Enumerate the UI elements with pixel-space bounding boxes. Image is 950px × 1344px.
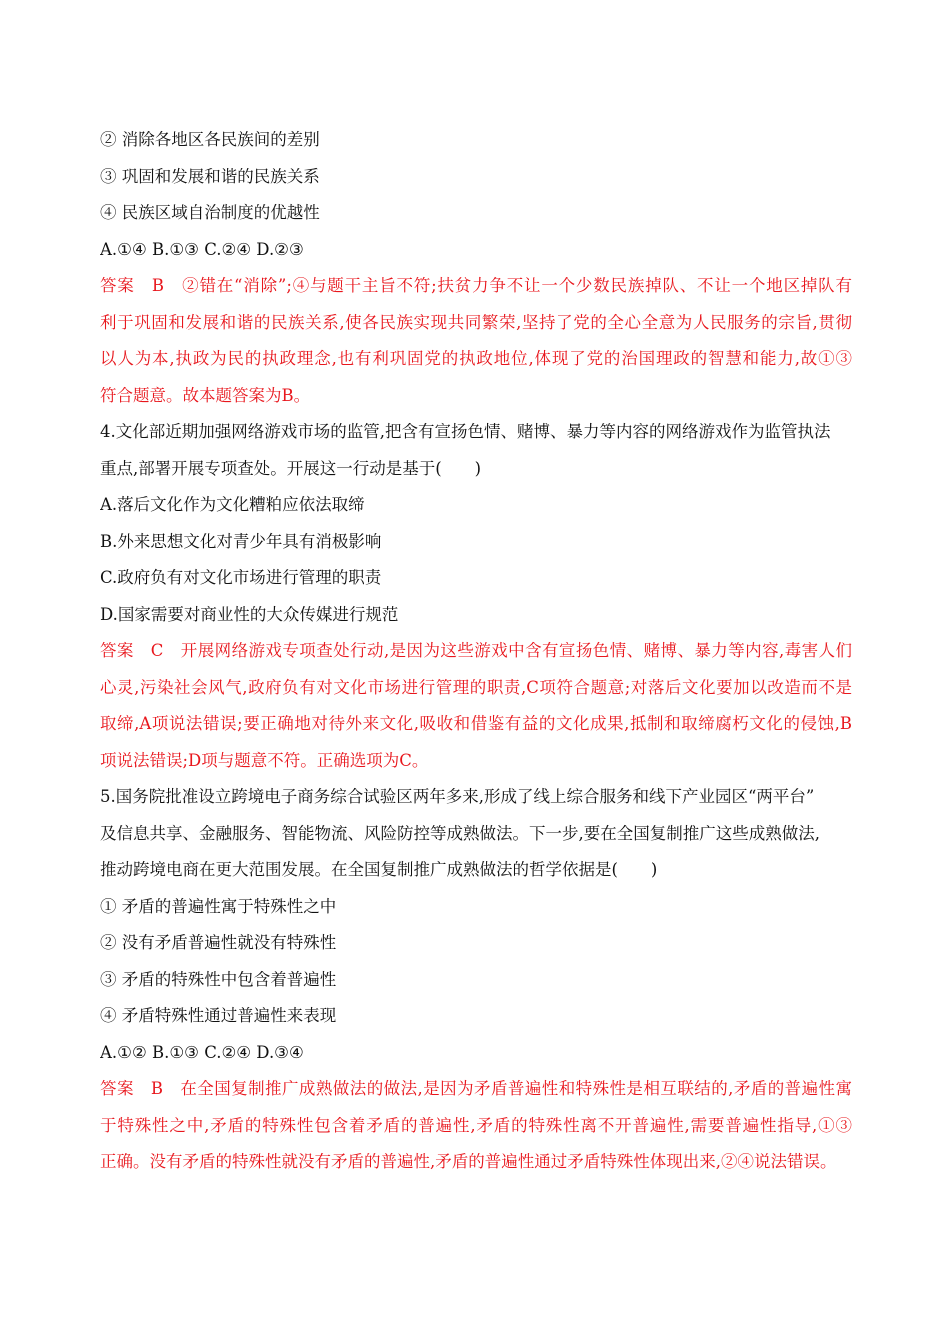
stem-line: 及信息共享、金融服务、智能物流、风险防控等成熟做法。下一步,要在全国复制推广这些成熟做法, <box>100 823 820 843</box>
option-line: B.外来思想文化对青少年具有消极影响 <box>100 531 382 551</box>
answer-line: 项说法错误;D项与题意不符。正确选项为C。 <box>100 750 429 770</box>
question-4-options <box>100 487 852 633</box>
answer-line: 答案 C 开展网络游戏专项查处行动,是因为这些游戏中含有宣扬色情、赌博、暴力等内容,毒害人们 <box>100 641 852 660</box>
answer-line: 符合题意。故本题答案为B。 <box>100 385 311 405</box>
question-4-answer <box>100 633 852 779</box>
choices-line: A.①④ B.①③ C.②④ D.②③ <box>100 239 304 259</box>
option-line: ③ 巩固和发展和谐的民族关系 <box>100 166 320 186</box>
stem-line: 推动跨境电商在更大范围发展。在全国复制推广成熟做法的哲学依据是( ) <box>100 860 658 879</box>
option-line: ④ 民族区域自治制度的优越性 <box>100 203 320 222</box>
answer-line: 答案 B ②错在“消除”;④与题干主旨不符;扶贫力争不让一个少数民族掉队、不让一个地区掉队有 <box>100 276 852 295</box>
answer-line: 心灵,污染社会风气,政府负有对文化市场进行管理的职责,C项符合题意;对落后文化要加以改造而不是 <box>100 677 852 697</box>
stem-line: 5.国务院批准设立跨境电子商务综合试验区两年多来,形成了线上综合服务和线下产业园区“两平台” <box>100 787 815 806</box>
question-3-answer <box>100 268 852 414</box>
answer-line: 以人为本,执政为民的执政理念,也有利巩固党的执政地位,体现了党的治国理政的智慧和能力,故①③ <box>100 349 852 368</box>
choices-line: A.①② B.①③ C.②④ D.③④ <box>100 1042 304 1062</box>
question-4-stem <box>100 414 852 487</box>
document-content <box>100 122 852 1181</box>
answer-line: 答案 B 在全国复制推广成熟做法的做法,是因为矛盾普遍性和特殊性是相互联结的,矛盾的普遍性寓 <box>100 1079 852 1098</box>
option-line: ② 没有矛盾普遍性就没有特殊性 <box>100 933 337 952</box>
option-line: C.政府负有对文化市场进行管理的职责 <box>100 568 382 587</box>
option-line: D.国家需要对商业性的大众传媒进行规范 <box>100 604 399 624</box>
option-line: ③ 矛盾的特殊性中包含着普遍性 <box>100 969 337 989</box>
option-line: ① 矛盾的普遍性寓于特殊性之中 <box>100 896 337 916</box>
question-5-options <box>100 889 852 1072</box>
stem-line: 4.文化部近期加强网络游戏市场的监管,把含有宣扬色情、赌博、暴力等内容的网络游戏作为监管执法 <box>100 422 831 441</box>
answer-line: 利于巩固和发展和谐的民族关系,使各民族实现共同繁荣,坚持了党的全心全意为人民服务的宗旨,贯彻 <box>100 312 852 332</box>
answer-line: 于特殊性之中,矛盾的特殊性包含着矛盾的普遍性,矛盾的特殊性离不开普遍性,需要普遍性指导,①③ <box>100 1115 852 1135</box>
question-3-options <box>100 122 852 268</box>
option-line: A.落后文化作为文化糟粕应依法取缔 <box>100 495 365 514</box>
question-5-stem <box>100 779 852 889</box>
answer-line: 正确。没有矛盾的特殊性就没有矛盾的普遍性,矛盾的普遍性通过矛盾特殊性体现出来,②④说法错误。 <box>100 1152 837 1171</box>
question-5-answer <box>100 1071 852 1181</box>
option-line: ④ 矛盾特殊性通过普遍性来表现 <box>100 1006 337 1025</box>
stem-line: 重点,部署开展专项查处。开展这一行动是基于( ) <box>100 458 482 478</box>
option-line: ② 消除各地区各民族间的差别 <box>100 130 320 149</box>
answer-line: 取缔,A项说法错误;要正确地对待外来文化,吸收和借鉴有益的文化成果,抵制和取缔腐朽文化的侵蚀,B <box>100 714 852 733</box>
